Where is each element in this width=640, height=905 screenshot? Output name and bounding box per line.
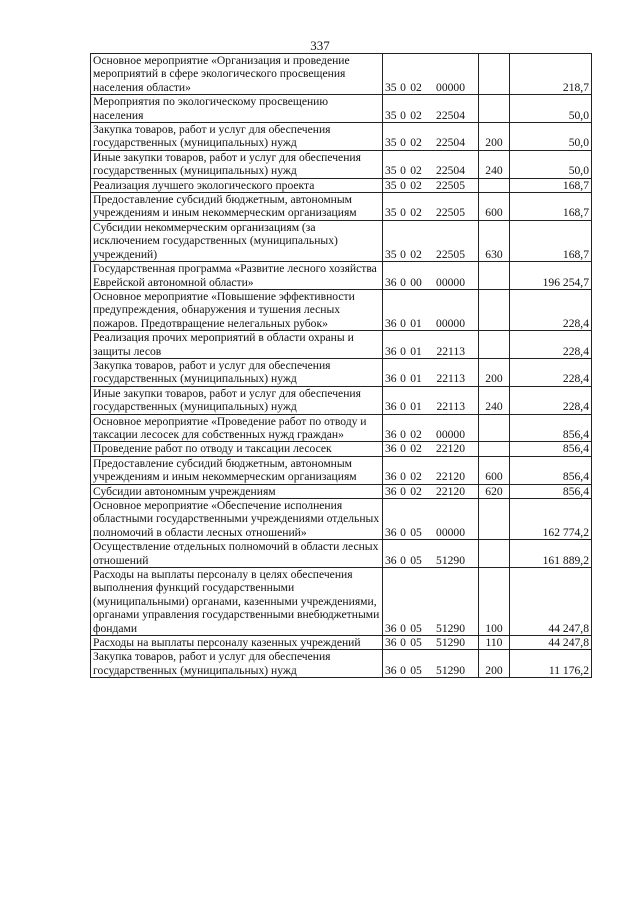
budget-table-body: [91, 54, 592, 678]
code-part-4: 51290: [436, 621, 465, 635]
code-part-4: 00000: [436, 80, 465, 94]
expense-name-cell: Иные закупки товаров, работ и услуг для обеспечения государственных (муниципальных) нужд: [91, 150, 383, 178]
amount-cell: 44 247,8: [510, 636, 592, 650]
code-part-1: 36: [385, 663, 397, 677]
amount-cell: 856,4: [510, 442, 592, 456]
code-part-3: 05: [410, 663, 422, 677]
table-row: [91, 193, 592, 221]
expense-type-cell: [479, 540, 510, 568]
code-part-1: 36: [385, 344, 397, 358]
code-part-2: 0: [400, 553, 406, 567]
target-article-code-cell: [383, 289, 479, 330]
target-article-code-cell: [383, 650, 479, 678]
target-article-code-cell: [383, 456, 479, 484]
target-article-code-cell: [383, 54, 479, 95]
page-number: 337: [310, 38, 330, 53]
expense-name-cell: Закупка товаров, работ и услуг для обеспечения государственных (муниципальных) нужд: [91, 650, 383, 678]
target-article-code-cell: [383, 484, 479, 498]
code-part-1: 35: [385, 108, 397, 122]
code-part-2: 0: [400, 344, 406, 358]
code-part-3: 02: [410, 247, 422, 261]
table-row: [91, 54, 592, 95]
target-article-code-cell: [383, 193, 479, 221]
expense-name-cell: Закупка товаров, работ и услуг для обеспечения государственных (муниципальных) нужд: [91, 358, 383, 386]
code-part-3: 02: [410, 80, 422, 94]
table-row: [91, 414, 592, 442]
table-row: [91, 568, 592, 636]
amount-cell: 856,4: [510, 484, 592, 498]
expense-name-cell: Предоставление субсидий бюджетным, автономным учреждениям и иным некоммерческим организациям: [91, 193, 383, 221]
expense-name-cell: Осуществление отдельных полномочий в области лесных отношений: [91, 540, 383, 568]
code-part-2: 0: [400, 484, 406, 498]
code-part-1: 36: [385, 372, 397, 386]
amount-cell: 168,7: [510, 220, 592, 261]
code-part-3: 01: [410, 400, 422, 414]
expense-type-cell: 600: [479, 456, 510, 484]
code-part-2: 0: [400, 247, 406, 261]
code-part-2: 0: [400, 470, 406, 484]
code-part-3: 02: [410, 470, 422, 484]
code-part-4: 22113: [436, 400, 465, 414]
target-article-code-cell: [383, 220, 479, 261]
table-row: [91, 289, 592, 330]
expense-name-cell: Иные закупки товаров, работ и услуг для обеспечения государственных (муниципальных) нужд: [91, 386, 383, 414]
target-article-code-cell: [383, 442, 479, 456]
amount-cell: 168,7: [510, 178, 592, 192]
code-part-1: 36: [385, 316, 397, 330]
table-row: [91, 150, 592, 178]
code-part-4: 22504: [436, 108, 465, 122]
code-part-4: 51290: [436, 553, 465, 567]
target-article-code-cell: [383, 386, 479, 414]
code-part-2: 0: [400, 164, 406, 178]
amount-cell: 228,4: [510, 386, 592, 414]
code-part-4: 00000: [436, 427, 465, 441]
code-part-3: 01: [410, 344, 422, 358]
code-part-4: 22504: [436, 164, 465, 178]
code-part-1: 36: [385, 470, 397, 484]
expense-name-cell: Субсидии некоммерческим организациям (за исключением государственных (муниципальных) учреждений): [91, 220, 383, 261]
table-row: [91, 456, 592, 484]
code-part-3: 02: [410, 442, 422, 456]
code-part-4: 00000: [436, 316, 465, 330]
code-part-3: 05: [410, 636, 422, 650]
code-part-3: 02: [410, 484, 422, 498]
expense-type-cell: [479, 178, 510, 192]
expense-type-cell: 100: [479, 568, 510, 636]
target-article-code-cell: [383, 568, 479, 636]
table-row: [91, 331, 592, 359]
amount-cell: 228,4: [510, 358, 592, 386]
expense-name-cell: Проведение работ по отводу и таксации лесосек: [91, 442, 383, 456]
amount-cell: 11 176,2: [510, 650, 592, 678]
expense-name-cell: Государственная программа «Развитие лесного хозяйства Еврейской автономной области»: [91, 262, 383, 290]
code-part-3: 02: [410, 178, 422, 192]
expense-type-cell: 200: [479, 358, 510, 386]
target-article-code-cell: [383, 499, 479, 540]
amount-cell: 856,4: [510, 414, 592, 442]
code-part-1: 36: [385, 553, 397, 567]
amount-cell: 228,4: [510, 289, 592, 330]
code-part-1: 36: [385, 636, 397, 650]
code-part-2: 0: [400, 275, 406, 289]
code-part-3: 02: [410, 108, 422, 122]
expense-type-cell: 240: [479, 150, 510, 178]
code-part-1: 36: [385, 442, 397, 456]
amount-cell: 162 774,2: [510, 499, 592, 540]
code-part-1: 35: [385, 164, 397, 178]
code-part-3: 05: [410, 621, 422, 635]
expense-name-cell: Закупка товаров, работ и услуг для обеспечения государственных (муниципальных) нужд: [91, 123, 383, 151]
expense-name-cell: Расходы на выплаты персоналу в целях обеспечения выполнения функций государственными (муниципальными) органами, казенными учреждениями, органами управления государственными внебюджетными фондами: [91, 568, 383, 636]
expense-type-cell: [479, 499, 510, 540]
code-part-2: 0: [400, 427, 406, 441]
target-article-code-cell: [383, 95, 479, 123]
budget-table: [90, 53, 592, 678]
code-part-3: 00: [410, 275, 422, 289]
expense-type-cell: 200: [479, 650, 510, 678]
code-part-4: 00000: [436, 525, 465, 539]
code-part-3: 02: [410, 164, 422, 178]
expense-type-cell: [479, 54, 510, 95]
amount-cell: 196 254,7: [510, 262, 592, 290]
expense-name-cell: Основное мероприятие «Повышение эффективности предупреждения, обнаружения и тушения лесных пожаров. Предотвращение нелегальных рубок»: [91, 289, 383, 330]
expense-name-cell: Реализация лучшего экологического проекта: [91, 178, 383, 192]
amount-cell: 50,0: [510, 150, 592, 178]
expense-type-cell: [479, 442, 510, 456]
target-article-code-cell: [383, 358, 479, 386]
expense-name-cell: Реализация прочих мероприятий в области охраны и защиты лесов: [91, 331, 383, 359]
code-part-1: 35: [385, 80, 397, 94]
expense-name-cell: Мероприятия по экологическому просвещению населения: [91, 95, 383, 123]
table-row: [91, 636, 592, 650]
code-part-4: 22113: [436, 372, 465, 386]
code-part-4: 22120: [436, 442, 465, 456]
expense-type-cell: [479, 289, 510, 330]
table-row: [91, 95, 592, 123]
code-part-4: 00000: [436, 275, 465, 289]
expense-type-cell: [479, 331, 510, 359]
amount-cell: 228,4: [510, 331, 592, 359]
code-part-3: 01: [410, 372, 422, 386]
expense-name-cell: Расходы на выплаты персоналу казенных учреждений: [91, 636, 383, 650]
target-article-code-cell: [383, 150, 479, 178]
target-article-code-cell: [383, 540, 479, 568]
expense-type-cell: 240: [479, 386, 510, 414]
table-row: [91, 540, 592, 568]
code-part-2: 0: [400, 206, 406, 220]
code-part-2: 0: [400, 636, 406, 650]
expense-name-cell: Основное мероприятие «Организация и проведение мероприятий в сфере экологического просвещения населения области»: [91, 54, 383, 95]
code-part-2: 0: [400, 80, 406, 94]
expense-name-cell: Основное мероприятие «Обеспечение исполнения областными государственными учреждениями отдельных полномочий в области лесных отношений»: [91, 499, 383, 540]
amount-cell: 44 247,8: [510, 568, 592, 636]
code-part-4: 22120: [436, 484, 465, 498]
code-part-1: 36: [385, 427, 397, 441]
code-part-2: 0: [400, 442, 406, 456]
code-part-1: 35: [385, 136, 397, 150]
code-part-2: 0: [400, 621, 406, 635]
table-row: [91, 499, 592, 540]
code-part-4: 51290: [436, 636, 465, 650]
code-part-3: 01: [410, 316, 422, 330]
expense-type-cell: [479, 262, 510, 290]
code-part-3: 05: [410, 553, 422, 567]
code-part-4: 22504: [436, 136, 465, 150]
table-row: [91, 484, 592, 498]
table-row: [91, 442, 592, 456]
code-part-1: 36: [385, 275, 397, 289]
target-article-code-cell: [383, 123, 479, 151]
expense-type-cell: 630: [479, 220, 510, 261]
table-row: [91, 220, 592, 261]
target-article-code-cell: [383, 636, 479, 650]
code-part-3: 02: [410, 136, 422, 150]
code-part-1: 36: [385, 525, 397, 539]
code-part-4: 51290: [436, 663, 465, 677]
expense-type-cell: [479, 414, 510, 442]
amount-cell: 161 889,2: [510, 540, 592, 568]
table-row: [91, 262, 592, 290]
target-article-code-cell: [383, 331, 479, 359]
expense-name-cell: Основное мероприятие «Проведение работ по отводу и таксации лесосек для собственных нужд граждан»: [91, 414, 383, 442]
target-article-code-cell: [383, 178, 479, 192]
code-part-1: 35: [385, 206, 397, 220]
table-row: [91, 386, 592, 414]
expense-type-cell: 620: [479, 484, 510, 498]
code-part-1: 36: [385, 621, 397, 635]
code-part-2: 0: [400, 136, 406, 150]
code-part-4: 22505: [436, 247, 465, 261]
expense-name-cell: Субсидии автономным учреждениям: [91, 484, 383, 498]
code-part-2: 0: [400, 178, 406, 192]
expense-type-cell: 110: [479, 636, 510, 650]
target-article-code-cell: [383, 262, 479, 290]
expense-name-cell: Предоставление субсидий бюджетным, автономным учреждениям и иным некоммерческим организациям: [91, 456, 383, 484]
expense-type-cell: 600: [479, 193, 510, 221]
amount-cell: 50,0: [510, 123, 592, 151]
amount-cell: 168,7: [510, 193, 592, 221]
expense-type-cell: 200: [479, 123, 510, 151]
code-part-2: 0: [400, 663, 406, 677]
expense-type-cell: [479, 95, 510, 123]
code-part-3: 05: [410, 525, 422, 539]
target-article-code-cell: [383, 414, 479, 442]
table-row: [91, 358, 592, 386]
code-part-2: 0: [400, 316, 406, 330]
table-row: [91, 650, 592, 678]
amount-cell: 856,4: [510, 456, 592, 484]
amount-cell: 50,0: [510, 95, 592, 123]
code-part-4: 22120: [436, 470, 465, 484]
code-part-3: 02: [410, 427, 422, 441]
code-part-2: 0: [400, 108, 406, 122]
code-part-4: 22505: [436, 206, 465, 220]
code-part-2: 0: [400, 400, 406, 414]
code-part-1: 36: [385, 400, 397, 414]
code-part-4: 22505: [436, 178, 465, 192]
table-row: [91, 178, 592, 192]
table-row: [91, 123, 592, 151]
code-part-3: 02: [410, 206, 422, 220]
amount-cell: 218,7: [510, 54, 592, 95]
code-part-1: 35: [385, 247, 397, 261]
code-part-2: 0: [400, 525, 406, 539]
code-part-1: 35: [385, 178, 397, 192]
code-part-4: 22113: [436, 344, 465, 358]
code-part-1: 36: [385, 484, 397, 498]
code-part-2: 0: [400, 372, 406, 386]
